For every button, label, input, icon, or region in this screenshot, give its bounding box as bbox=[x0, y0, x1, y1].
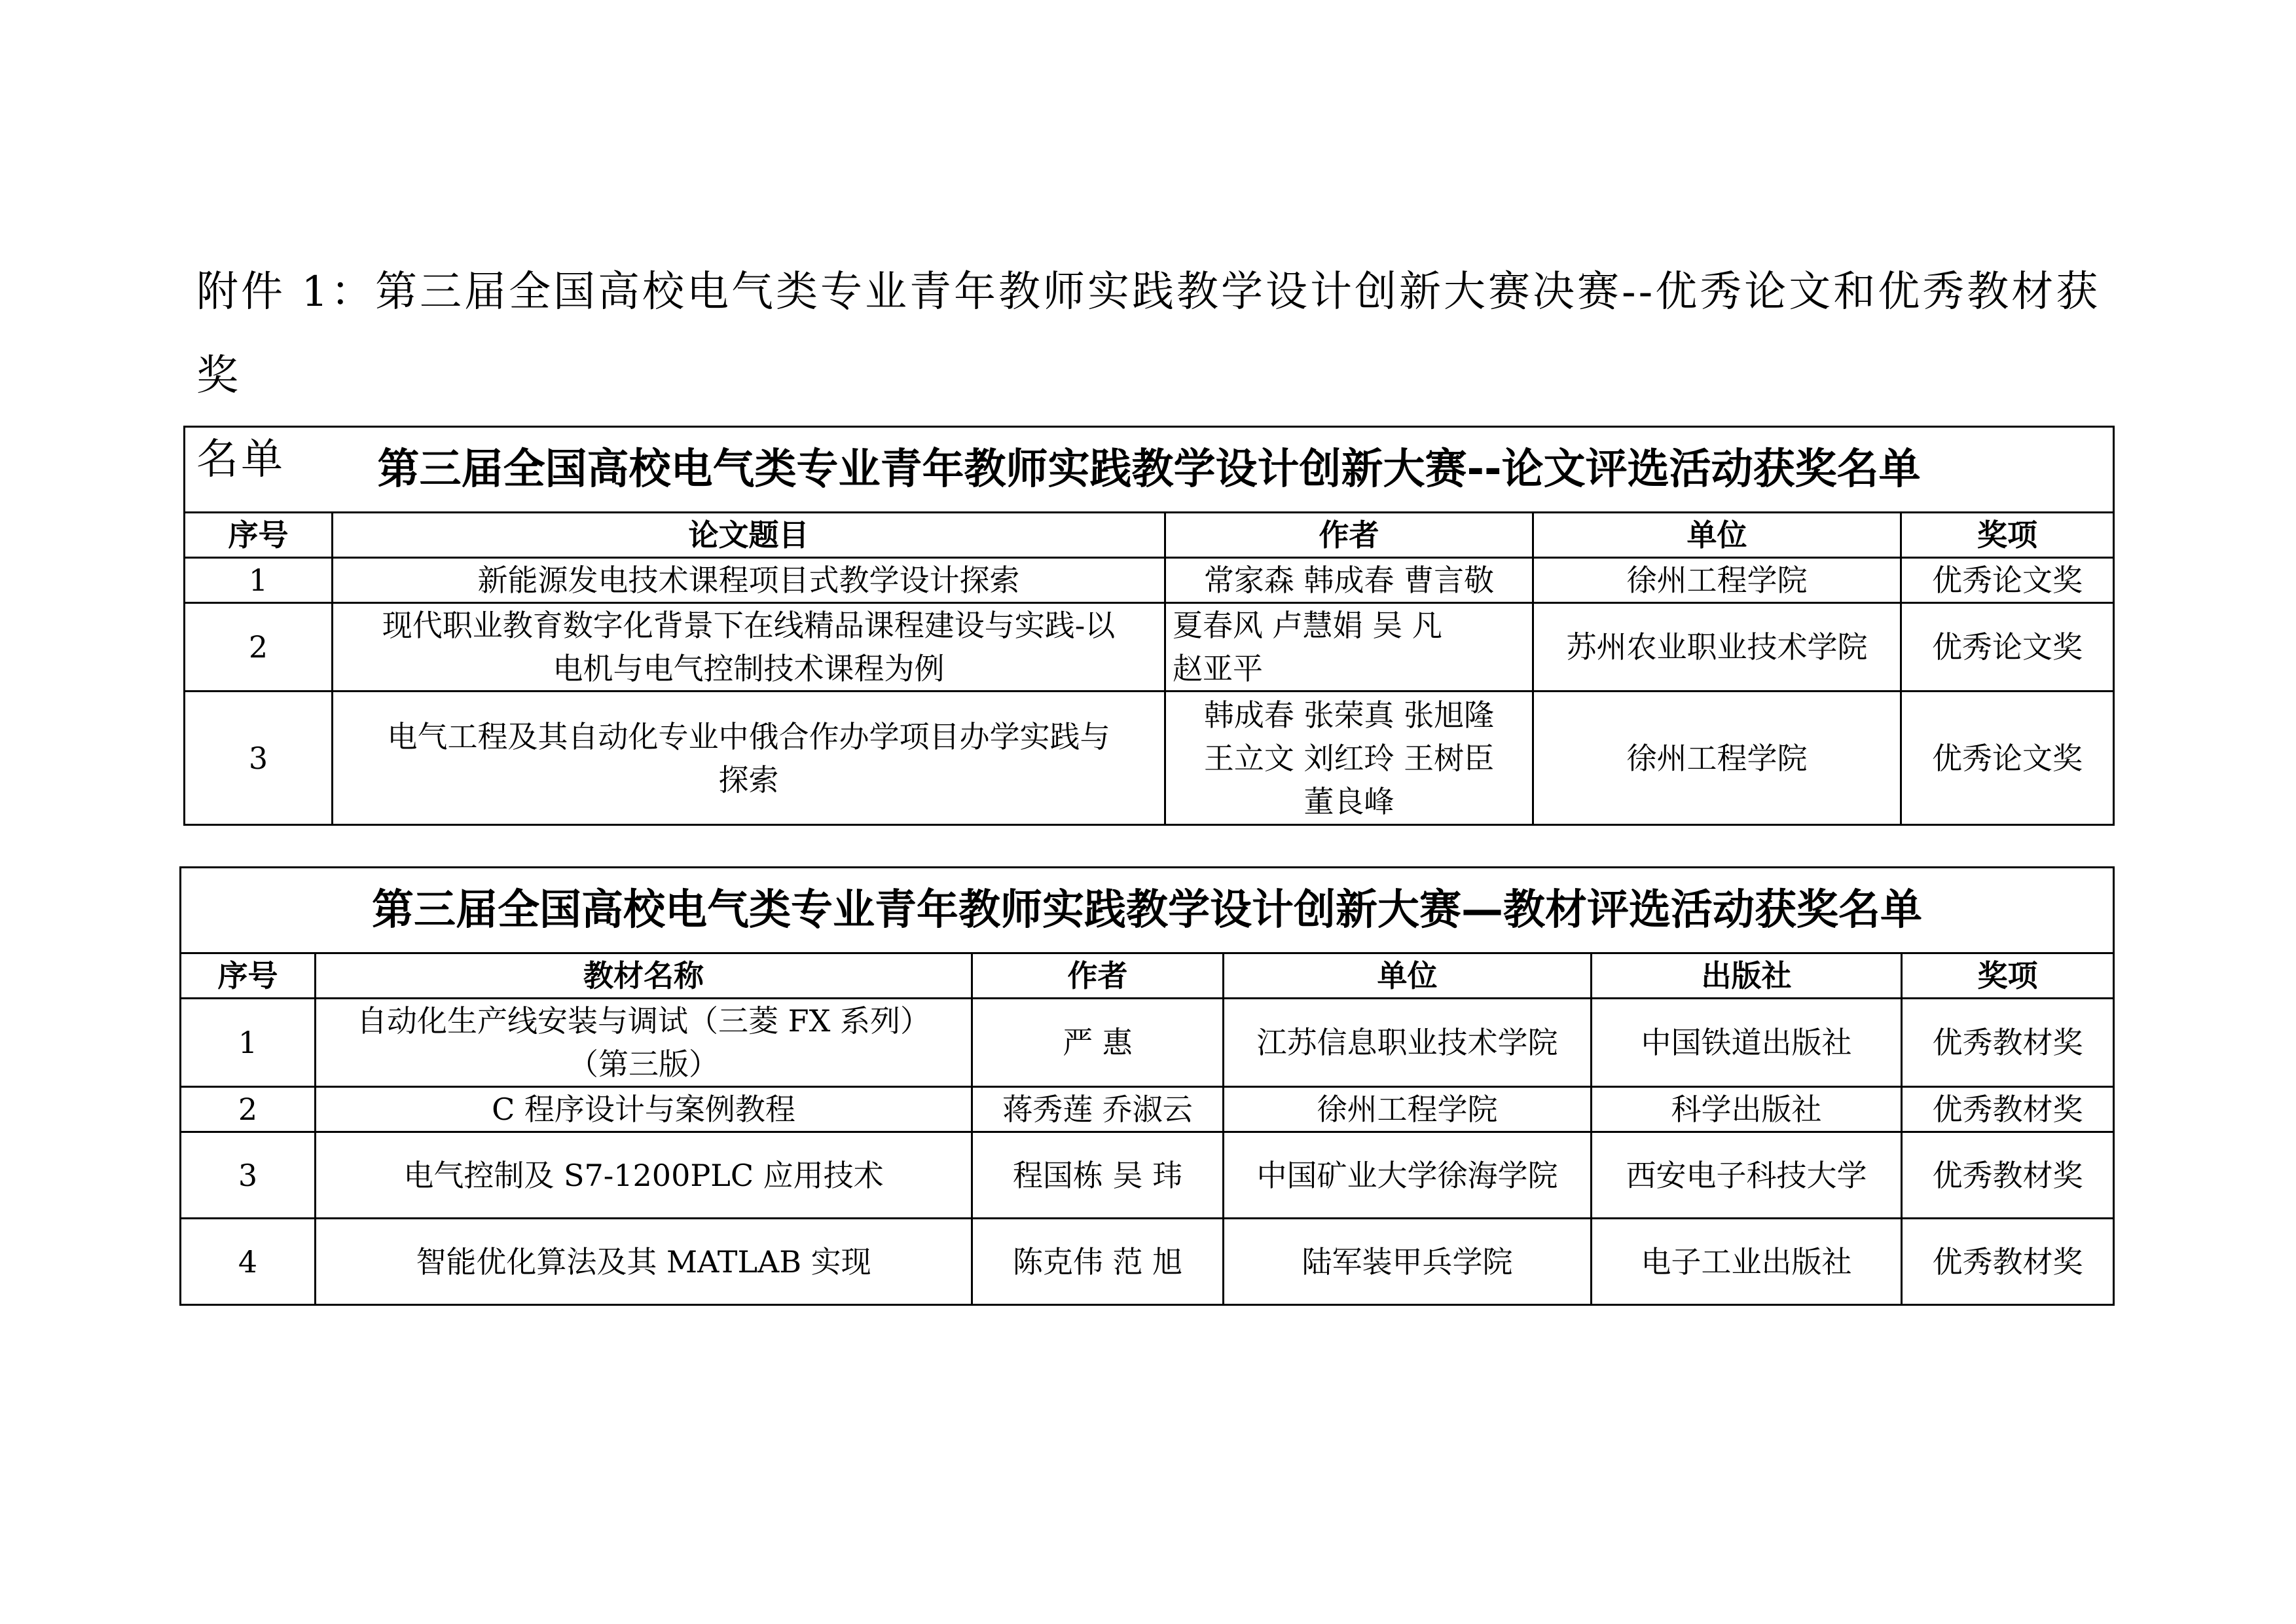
author-line: 韩成春 张荣真 张旭隆 bbox=[1203, 697, 1495, 733]
row-no: 2 bbox=[185, 603, 333, 692]
paper-title-line: 探索 bbox=[718, 762, 779, 798]
col-header-author: 作者 bbox=[972, 953, 1224, 999]
book-title-line: 自动化生产线安装与调试（三菱 FX 系列） bbox=[357, 1003, 930, 1039]
paper-unit: 徐州工程学院 bbox=[1533, 558, 1901, 603]
paper-title bbox=[333, 603, 1165, 692]
book-author: 严 惠 bbox=[972, 999, 1224, 1087]
col-header-unit: 单位 bbox=[1533, 513, 1901, 558]
table-row bbox=[185, 603, 2114, 692]
paper-title bbox=[333, 692, 1165, 825]
book-unit: 徐州工程学院 bbox=[1224, 1087, 1592, 1132]
paper-awards-table bbox=[183, 426, 2115, 826]
book-title bbox=[316, 1132, 972, 1219]
col-header-authors: 作者 bbox=[1165, 513, 1533, 558]
book-award: 优秀教材奖 bbox=[1902, 1132, 2114, 1219]
row-no: 1 bbox=[185, 558, 333, 603]
paper-title-line: 现代职业教育数字化背景下在线精品课程建设与实践-以 bbox=[382, 608, 1116, 643]
paper-authors bbox=[1165, 692, 1533, 825]
book-publisher: 电子工业出版社 bbox=[1592, 1219, 1902, 1305]
book-title bbox=[316, 1087, 972, 1132]
row-no: 3 bbox=[185, 692, 333, 825]
paper-title-line: 电气工程及其自动化专业中俄合作办学项目办学实践与 bbox=[387, 718, 1110, 754]
table-row bbox=[185, 558, 2114, 603]
book-author: 蒋秀莲 乔淑云 bbox=[972, 1087, 1224, 1132]
book-publisher: 中国铁道出版社 bbox=[1592, 999, 1902, 1087]
table-row bbox=[181, 999, 2114, 1087]
book-award: 优秀教材奖 bbox=[1902, 1087, 2114, 1132]
paper-title bbox=[333, 558, 1165, 603]
book-unit: 江苏信息职业技术学院 bbox=[1224, 999, 1592, 1087]
paper-authors bbox=[1165, 558, 1533, 603]
paper-unit: 苏州农业职业技术学院 bbox=[1533, 603, 1901, 692]
book-publisher: 科学出版社 bbox=[1592, 1087, 1902, 1132]
paper-award: 优秀论文奖 bbox=[1901, 692, 2114, 825]
book-title bbox=[316, 1219, 972, 1305]
paper-award: 优秀论文奖 bbox=[1901, 603, 2114, 692]
textbook-awards-table bbox=[179, 866, 2115, 1306]
author-line: 王立文 刘红玲 王树臣 bbox=[1203, 740, 1495, 776]
row-no: 2 bbox=[181, 1087, 316, 1132]
book-award: 优秀教材奖 bbox=[1902, 999, 2114, 1087]
col-header-no: 序号 bbox=[185, 513, 333, 558]
col-header-title: 论文题目 bbox=[333, 513, 1165, 558]
paper-table-caption: 第三届全国高校电气类专业青年教师实践教学设计创新大赛--论文评选活动获奖名单 bbox=[185, 427, 2114, 513]
book-unit: 陆军装甲兵学院 bbox=[1224, 1219, 1592, 1305]
paper-unit: 徐州工程学院 bbox=[1533, 692, 1901, 825]
table-row bbox=[181, 1132, 2114, 1219]
textbook-table-caption: 第三届全国高校电气类专业青年教师实践教学设计创新大赛—教材评选活动获奖名单 bbox=[181, 868, 2114, 953]
book-title-line: C 程序设计与案例教程 bbox=[492, 1092, 795, 1127]
book-title-line: 智能优化算法及其 MATLAB 实现 bbox=[416, 1244, 871, 1280]
author-line: 赵亚平 bbox=[1173, 651, 1263, 686]
heading-line-1: 附件 1：第三届全国高校电气类专业青年教师实践教学设计创新大赛决赛--优秀论文和优秀教材获奖 bbox=[196, 268, 2101, 400]
row-no: 3 bbox=[181, 1132, 316, 1219]
book-title bbox=[316, 999, 972, 1087]
col-header-no: 序号 bbox=[181, 953, 316, 999]
col-header-book-title: 教材名称 bbox=[316, 953, 972, 999]
paper-authors bbox=[1165, 603, 1533, 692]
table-row bbox=[185, 692, 2114, 825]
book-unit: 中国矿业大学徐海学院 bbox=[1224, 1132, 1592, 1219]
table-row bbox=[181, 1087, 2114, 1132]
book-title-line: （第三版） bbox=[568, 1046, 719, 1082]
table-row bbox=[181, 1219, 2114, 1305]
row-no: 4 bbox=[181, 1219, 316, 1305]
heading-line-2: 名单 bbox=[196, 435, 285, 484]
row-no: 1 bbox=[181, 999, 316, 1087]
author-line: 常家森 韩成春 曹言敬 bbox=[1203, 563, 1495, 598]
book-publisher: 西安电子科技大学 bbox=[1592, 1132, 1902, 1219]
col-header-award: 奖项 bbox=[1902, 953, 2114, 999]
col-header-unit: 单位 bbox=[1224, 953, 1592, 999]
book-award: 优秀教材奖 bbox=[1902, 1219, 2114, 1305]
paper-title-line: 电机与电气控制技术课程为例 bbox=[553, 651, 945, 686]
book-author: 程国栋 吴 玮 bbox=[972, 1132, 1224, 1219]
textbook-table-header-row bbox=[181, 953, 2114, 999]
paper-title-line: 新能源发电技术课程项目式教学设计探索 bbox=[477, 563, 1020, 598]
author-line: 夏春风 卢慧娟 吴 凡 bbox=[1173, 608, 1442, 643]
paper-award: 优秀论文奖 bbox=[1901, 558, 2114, 603]
paper-table-header-row bbox=[185, 513, 2114, 558]
book-title-line: 电气控制及 S7-1200PLC 应用技术 bbox=[403, 1157, 884, 1193]
col-header-publisher: 出版社 bbox=[1592, 953, 1902, 999]
author-line: 董良峰 bbox=[1303, 783, 1394, 819]
book-author: 陈克伟 范 旭 bbox=[972, 1219, 1224, 1305]
col-header-award: 奖项 bbox=[1901, 513, 2114, 558]
